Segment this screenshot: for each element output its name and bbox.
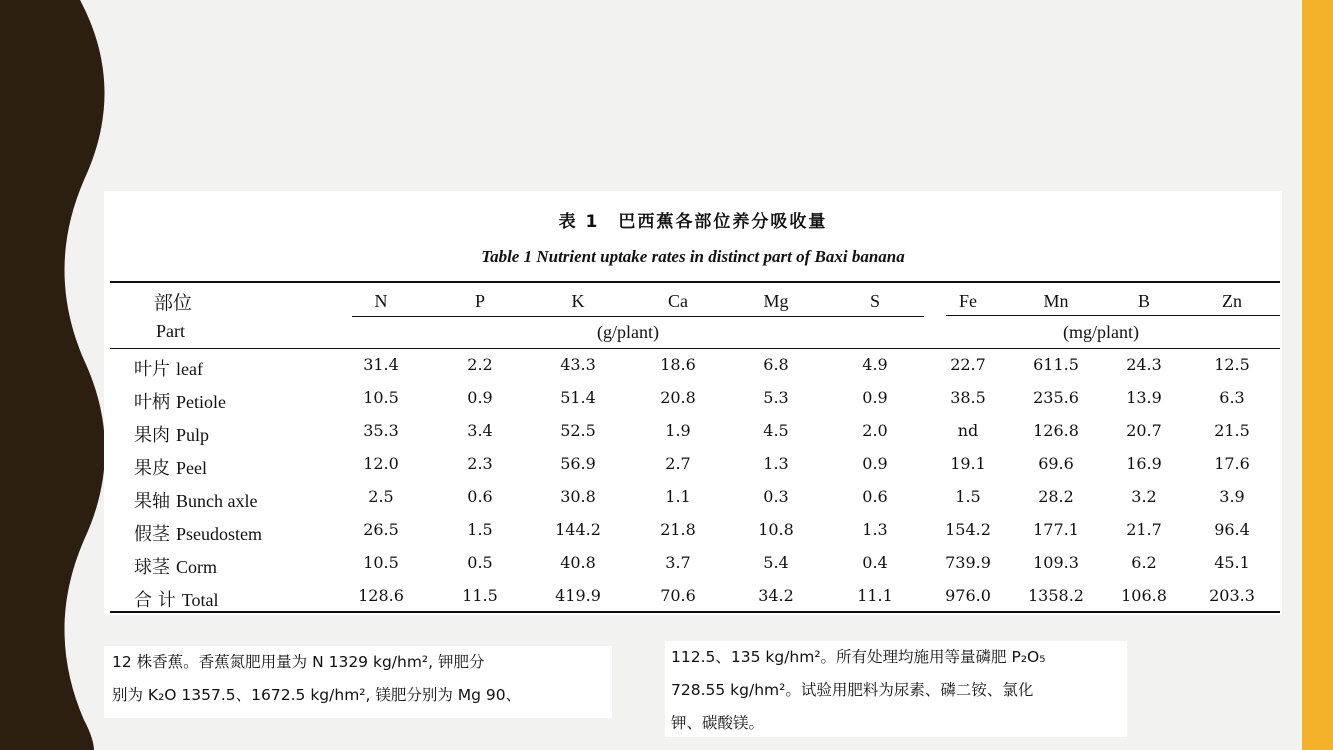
table-cell-mg: 5.4 [763, 553, 789, 572]
table-cell-s: 11.1 [857, 586, 893, 605]
table-cell-s: 4.9 [862, 355, 888, 374]
table-cell-mg: 4.5 [763, 421, 789, 440]
table-cell-b: 13.9 [1126, 388, 1162, 407]
table-cell-mg: 5.3 [763, 388, 789, 407]
part-name-chinese: 果皮 [134, 458, 170, 479]
table-cell-mg: 6.8 [763, 355, 789, 374]
table-cell-mn: 69.6 [1038, 454, 1074, 473]
column-header-s: S [869, 291, 880, 311]
table-cell-zn: 3.9 [1219, 487, 1245, 506]
column-header-n: N [374, 291, 388, 311]
table-cell-fe: 976.0 [945, 586, 991, 605]
row-part-label [134, 520, 262, 546]
part-name-chinese: 果轴 [134, 491, 170, 512]
unit-label-micro: (mg/plant) [1063, 322, 1139, 342]
part-name-chinese: 果肉 [134, 425, 170, 446]
table-cell-mg: 10.8 [758, 520, 794, 539]
table-cell-s: 0.9 [862, 454, 888, 473]
macro-unit-rule [352, 316, 924, 317]
table-cell-k: 52.5 [560, 421, 596, 440]
body-text-line: 112.5、135 kg/hm²。所有处理均施用等量磷肥 P₂O₅ [671, 648, 1046, 666]
table-cell-fe: nd [957, 421, 979, 440]
part-name-chinese: 球茎 [134, 557, 170, 578]
table-cell-n: 35.3 [363, 421, 399, 440]
table-cell-zn: 17.6 [1214, 454, 1250, 473]
table-row [104, 351, 1282, 384]
table-cell-s: 1.3 [862, 520, 888, 539]
part-name-english: Pulp [176, 425, 210, 445]
table-cell-ca: 18.6 [660, 355, 696, 374]
body-text-left [104, 646, 612, 718]
table-cell-p: 2.2 [467, 355, 493, 374]
table-cell-n: 26.5 [363, 520, 399, 539]
column-header-ca: Ca [668, 291, 688, 311]
row-part-label [134, 388, 226, 414]
table-cell-zn: 12.5 [1214, 355, 1250, 374]
table-cell-zn: 6.3 [1219, 388, 1245, 407]
nutrient-table [104, 191, 1282, 615]
table-cell-ca: 1.9 [665, 421, 691, 440]
part-name-english: Petiole [176, 392, 226, 412]
accent-side-bar [1302, 0, 1333, 750]
table-cell-ca: 70.6 [660, 586, 696, 605]
table-cell-b: 6.2 [1131, 553, 1157, 572]
table-cell-mn: 177.1 [1033, 520, 1079, 539]
table-cell-p: 2.3 [467, 454, 493, 473]
row-part-label [134, 553, 217, 579]
table-cell-k: 43.3 [560, 355, 596, 374]
body-text-right [665, 641, 1127, 737]
table-cell-zn: 45.1 [1214, 553, 1250, 572]
table-row [104, 417, 1282, 450]
column-header-b: B [1137, 291, 1150, 311]
table-cell-p: 11.5 [462, 586, 498, 605]
table-bottom-rule [110, 611, 1280, 613]
table-cell-n: 12.0 [363, 454, 399, 473]
table-title-english: Table 1 Nutrient uptake rates in distinct part of Baxi banana [481, 247, 905, 266]
table-title-chinese: 表 1 巴西蕉各部位养分吸收量 [558, 212, 828, 232]
table-cell-b: 24.3 [1126, 355, 1162, 374]
part-name-english: leaf [176, 359, 203, 379]
table-cell-n: 31.4 [363, 355, 399, 374]
header-part-chinese: 部位 [154, 292, 193, 314]
table-cell-fe: 22.7 [950, 355, 986, 374]
table-cell-p: 1.5 [467, 520, 493, 539]
table-cell-zn: 21.5 [1214, 421, 1250, 440]
part-name-english: Corm [176, 557, 218, 577]
table-cell-mg: 34.2 [758, 586, 794, 605]
table-cell-b: 3.2 [1131, 487, 1157, 506]
table-cell-zn: 96.4 [1214, 520, 1250, 539]
column-header-k: K [571, 291, 585, 311]
column-header-p: P [474, 291, 485, 311]
part-name-english: Bunch axle [176, 491, 258, 511]
body-text-line: 728.55 kg/hm²。试验用肥料为尿素、磷二铵、氯化 [671, 681, 1034, 699]
part-name-chinese: 假茎 [134, 524, 170, 545]
table-cell-ca: 1.1 [665, 487, 691, 506]
table-cell-s: 0.6 [862, 487, 888, 506]
unit-label-macro: (g/plant) [597, 322, 659, 342]
column-header-fe: Fe [959, 291, 977, 311]
table-row [104, 483, 1282, 516]
row-part-label [134, 454, 207, 480]
table-cell-p: 0.5 [467, 553, 493, 572]
part-name-chinese: 叶柄 [134, 392, 170, 413]
header-part-english: Part [156, 321, 185, 341]
table-cell-k: 51.4 [560, 388, 596, 407]
table-cell-mn: 1358.2 [1028, 586, 1084, 605]
table-cell-n: 128.6 [358, 586, 404, 605]
part-name-english: Total [181, 590, 219, 610]
table-cell-n: 10.5 [363, 553, 399, 572]
table-cell-n: 2.5 [368, 487, 394, 506]
table-cell-mg: 1.3 [763, 454, 789, 473]
table-cell-zn: 203.3 [1209, 586, 1255, 605]
table-cell-mn: 611.5 [1033, 355, 1079, 374]
row-part-label [134, 487, 257, 513]
table-cell-mn: 235.6 [1033, 388, 1079, 407]
table-cell-mn: 126.8 [1033, 421, 1079, 440]
table-cell-k: 144.2 [555, 520, 601, 539]
body-text-line: 别为 K₂O 1357.5、1672.5 kg/hm², 镁肥分别为 Mg 90、 [112, 686, 522, 704]
table-row [104, 384, 1282, 417]
table-cell-p: 0.6 [467, 487, 493, 506]
table-cell-fe: 38.5 [950, 388, 986, 407]
table-cell-b: 106.8 [1121, 586, 1167, 605]
table-cell-b: 20.7 [1126, 421, 1162, 440]
table-cell-s: 0.4 [862, 553, 888, 572]
column-header-mn: Mn [1043, 291, 1069, 311]
table-top-rule [110, 281, 1280, 283]
header-bottom-rule [110, 348, 1280, 349]
part-name-chinese: 合 计 [134, 590, 176, 611]
table-cell-ca: 3.7 [665, 553, 691, 572]
table-cell-ca: 2.7 [665, 454, 691, 473]
table-row [104, 450, 1282, 483]
body-text-line: 12 株香蕉。香蕉氮肥用量为 N 1329 kg/hm², 钾肥分 [112, 653, 485, 671]
table-cell-fe: 19.1 [950, 454, 986, 473]
body-text-line: 钾、碳酸镁。 [671, 714, 765, 732]
part-name-english: Peel [176, 458, 207, 478]
table-cell-k: 30.8 [560, 487, 596, 506]
micro-unit-rule [946, 315, 1280, 316]
table-cell-b: 16.9 [1126, 454, 1162, 473]
table-cell-mg: 0.3 [763, 487, 789, 506]
row-part-label [134, 421, 209, 447]
table-cell-ca: 20.8 [660, 388, 696, 407]
table-cell-fe: 739.9 [945, 553, 991, 572]
part-name-english: Pseudostem [176, 524, 263, 544]
table-cell-s: 0.9 [862, 388, 888, 407]
table-cell-p: 3.4 [467, 421, 493, 440]
table-cell-fe: 1.5 [955, 487, 981, 506]
row-part-label [134, 355, 203, 381]
table-cell-ca: 21.8 [660, 520, 696, 539]
table-row [104, 549, 1282, 582]
column-header-zn: Zn [1222, 291, 1242, 311]
table-cell-s: 2.0 [862, 421, 888, 440]
column-header-mg: Mg [763, 291, 789, 311]
wavy-left-border [0, 0, 110, 750]
table-row [104, 516, 1282, 549]
table-cell-mn: 28.2 [1038, 487, 1074, 506]
table-cell-n: 10.5 [363, 388, 399, 407]
table-cell-k: 40.8 [560, 553, 596, 572]
table-cell-mn: 109.3 [1033, 553, 1079, 572]
part-name-chinese: 叶片 [134, 359, 170, 380]
table-cell-p: 0.9 [467, 388, 493, 407]
table-cell-fe: 154.2 [945, 520, 991, 539]
row-part-label [134, 586, 218, 612]
table-cell-k: 56.9 [560, 454, 596, 473]
table-cell-b: 21.7 [1126, 520, 1162, 539]
table-cell-k: 419.9 [555, 586, 601, 605]
